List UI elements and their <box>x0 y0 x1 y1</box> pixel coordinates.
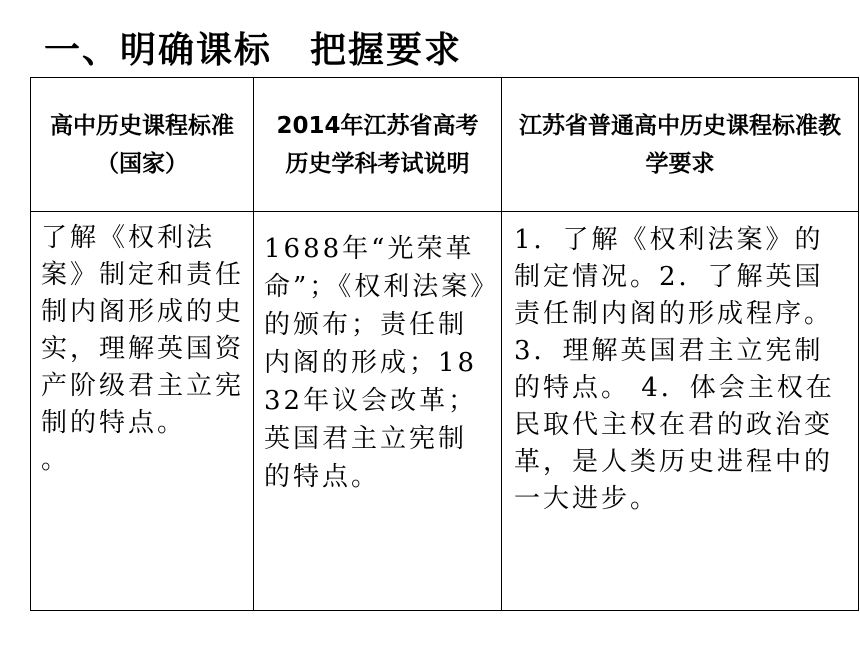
trailing-mark: 。 <box>41 445 71 475</box>
header-national-standard <box>31 78 254 212</box>
table-row <box>31 212 859 611</box>
header-label: 2014年江苏省高考历史学科考试说明 <box>276 112 479 177</box>
cell-text: 了解《权利法案》制定和责任制内阁形成的史实，理解英国资产阶级君主立宪制的特点。 <box>41 223 245 438</box>
cell-national-standard <box>31 212 254 611</box>
header-label: 高中历史课程标准（国家） <box>50 112 234 177</box>
table-header-row <box>31 78 859 212</box>
page-title: 一、明确课标 把握要求 <box>44 30 463 71</box>
cell-text: 1688年“光荣革命”；《权利法案》的颁布；责任制内阁的形成；1832年议会改革；英国君主立宪制的特点。 <box>264 234 487 492</box>
cell-jiangsu-requirements <box>502 212 859 611</box>
header-label: 江苏省普通高中历史课程标准教学要求 <box>519 112 841 177</box>
cell-exam-description <box>254 212 502 611</box>
curriculum-table <box>30 77 859 611</box>
header-exam-description <box>254 78 502 212</box>
cell-text: 1．了解《权利法案》的制定情况。2．了解英国责任制内阁的形成程序。3．理解英国君主立宪制的特点。 4．体会主权在民取代主权在君的政治变革，是人类历史进程中的一大进步。 <box>514 225 835 514</box>
header-jiangsu-requirements <box>502 78 859 212</box>
